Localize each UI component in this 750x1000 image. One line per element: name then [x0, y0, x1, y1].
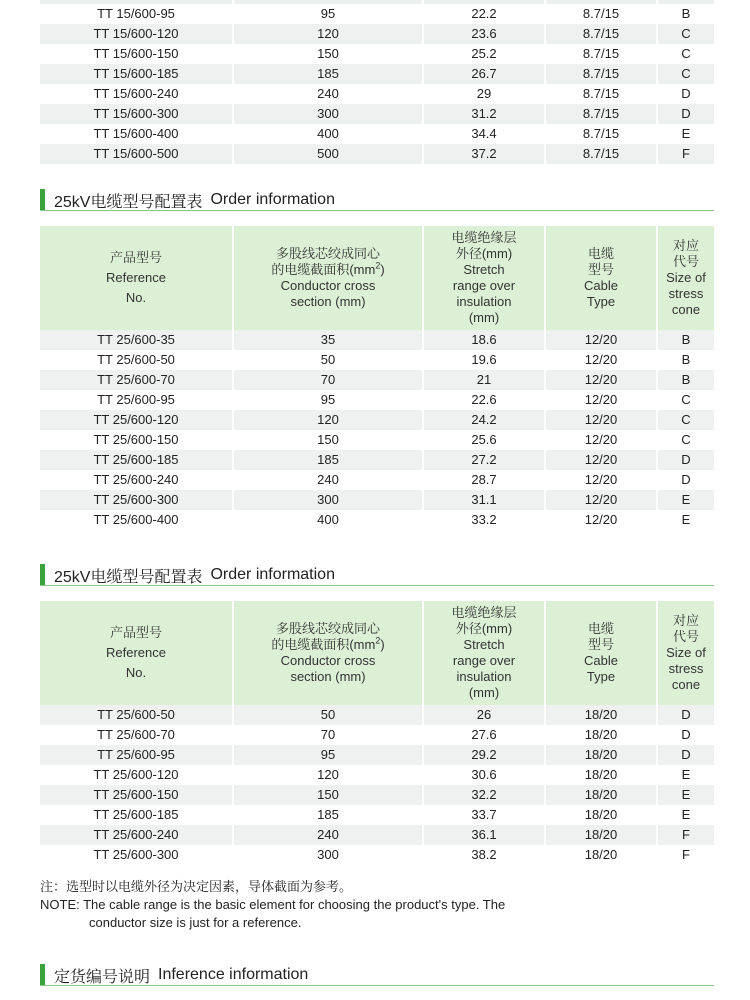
- cell-reference: TT 25/600-35: [40, 330, 234, 350]
- note-en-line1: NOTE: The cable range is the basic element for choosing the product's type. The: [40, 897, 506, 912]
- cell-section: 150: [234, 430, 424, 450]
- header-row: [40, 226, 714, 330]
- cell-stress-cone: E: [658, 124, 714, 144]
- header-conductor-section: [234, 226, 424, 330]
- cell-insulation: 34.4: [424, 124, 546, 144]
- cell-stress-cone: F: [658, 144, 714, 164]
- cell-cable-type: 18/20: [546, 785, 658, 805]
- header-line: 外径(mm): [455, 246, 513, 261]
- header-line: Stretch: [463, 637, 505, 652]
- cell-stress-cone: B: [658, 350, 714, 370]
- header-insulation-range: [424, 601, 546, 705]
- header-line: Reference: [106, 645, 166, 660]
- cell-stress-cone: C: [658, 44, 714, 64]
- cell-insulation: 18.6: [424, 330, 546, 350]
- cell-insulation: 23.6: [424, 24, 546, 44]
- cell-stress-cone: E: [658, 805, 714, 825]
- cell-section: 150: [234, 44, 424, 64]
- section-title-en: Order information: [210, 566, 335, 583]
- cell-section: 300: [234, 490, 424, 510]
- header-line: section (mm): [290, 669, 366, 684]
- header-line: No.: [125, 665, 147, 680]
- cell-cable-type: 18/20: [546, 745, 658, 765]
- cell-section: 95: [234, 390, 424, 410]
- cell-cable-type: 12/20: [546, 430, 658, 450]
- section-divider: [40, 585, 714, 586]
- table-row: [40, 510, 714, 530]
- table-row: [40, 144, 714, 164]
- cell-reference: TT 25/600-300: [40, 490, 234, 510]
- cell-reference: TT 15/600-95: [40, 4, 234, 24]
- table-row: [40, 490, 714, 510]
- cell-insulation: 32.2: [424, 785, 546, 805]
- header-cable-type: [546, 601, 658, 705]
- cell-cable-type: 8.7/15: [546, 4, 658, 24]
- table-row: [40, 24, 714, 44]
- cell-insulation: 22.6: [424, 390, 546, 410]
- table-row: [40, 124, 714, 144]
- superscript: 2: [375, 260, 381, 271]
- cell-reference: TT 25/600-50: [40, 705, 234, 725]
- section-divider: [40, 985, 714, 986]
- cell-reference: TT 15/600-500: [40, 144, 234, 164]
- header-line: 多股线芯绞成同心: [275, 621, 380, 636]
- cell-section: 150: [234, 785, 424, 805]
- table-15kv-continued: [40, 0, 714, 164]
- table-row: [40, 370, 714, 390]
- cell-section: 300: [234, 104, 424, 124]
- cell-stress-cone: D: [658, 745, 714, 765]
- table-row: [40, 44, 714, 64]
- cell-section: 240: [234, 825, 424, 845]
- cell-cable-type: 18/20: [546, 725, 658, 745]
- cell-stress-cone: D: [658, 84, 714, 104]
- cell-cable-type: 18/20: [546, 705, 658, 725]
- table-row: [40, 64, 714, 84]
- cell-cable-type: 8.7/15: [546, 24, 658, 44]
- cell-reference: TT 25/600-240: [40, 470, 234, 490]
- cell-stress-cone: E: [658, 785, 714, 805]
- table-row: [40, 84, 714, 104]
- section-title-en: Inference information: [158, 966, 309, 983]
- cell-reference: TT 25/600-120: [40, 410, 234, 430]
- header-stress-cone: [658, 226, 714, 330]
- header-line: stress: [668, 286, 704, 301]
- selection-note: [40, 878, 505, 932]
- header-line: insulation: [456, 669, 512, 684]
- table-row: [40, 430, 714, 450]
- header-line: (mm): [468, 685, 500, 700]
- table-row: [40, 745, 714, 765]
- cell-section: 400: [234, 510, 424, 530]
- header-line: No.: [125, 290, 147, 305]
- table-row: [40, 725, 714, 745]
- section-title-cn: 25kV电缆型号配置表: [54, 193, 203, 211]
- cell-reference: TT 25/600-185: [40, 805, 234, 825]
- header-line: stress: [668, 661, 704, 676]
- header-line: 多股线芯绞成同心: [275, 246, 380, 261]
- table-header: [40, 226, 714, 330]
- cell-section: 185: [234, 450, 424, 470]
- header-reference: [40, 226, 234, 330]
- cell-cable-type: 12/20: [546, 330, 658, 350]
- cell-section: 95: [234, 4, 424, 24]
- cell-section: 120: [234, 24, 424, 44]
- header-conductor-section: [234, 601, 424, 705]
- header-text: 的电缆截面积(mm: [271, 262, 376, 277]
- table-row: [40, 390, 714, 410]
- cell-section: 240: [234, 84, 424, 104]
- header-line: Conductor cross: [280, 653, 376, 668]
- header-line: 对应: [672, 238, 699, 253]
- header-text: ): [380, 637, 385, 652]
- header-line: insulation: [456, 294, 512, 309]
- cell-section: 185: [234, 805, 424, 825]
- cell-insulation: 25.6: [424, 430, 546, 450]
- header-text: ): [380, 262, 385, 277]
- cell-stress-cone: C: [658, 24, 714, 44]
- table-row: [40, 350, 714, 370]
- cell-reference: TT 25/600-400: [40, 510, 234, 530]
- cell-stress-cone: D: [658, 725, 714, 745]
- header-line: Cable: [584, 653, 618, 668]
- header-line: [234, 637, 422, 653]
- table-order-info-18-20: [40, 601, 714, 865]
- cell-insulation: 22.2: [424, 4, 546, 24]
- cell-section: 500: [234, 144, 424, 164]
- header-line: 电缆: [587, 246, 614, 261]
- accent-bar: [40, 564, 45, 586]
- header-line: range over: [452, 653, 516, 668]
- cell-section: 400: [234, 124, 424, 144]
- table-row: [40, 705, 714, 725]
- cell-reference: TT 25/600-150: [40, 430, 234, 450]
- header-line: [234, 262, 422, 278]
- cell-stress-cone: E: [658, 510, 714, 530]
- cell-insulation: 30.6: [424, 765, 546, 785]
- cell-cable-type: 8.7/15: [546, 64, 658, 84]
- cell-insulation: 25.2: [424, 44, 546, 64]
- cell-cable-type: 12/20: [546, 390, 658, 410]
- cell-insulation: 38.2: [424, 845, 546, 865]
- cell-reference: TT 25/600-95: [40, 390, 234, 410]
- cell-stress-cone: B: [658, 370, 714, 390]
- cell-insulation: 28.7: [424, 470, 546, 490]
- cell-reference: TT 25/600-300: [40, 845, 234, 865]
- cell-insulation: 26.7: [424, 64, 546, 84]
- cell-reference: TT 15/600-400: [40, 124, 234, 144]
- note-cn: 注：选型时以电缆外径为决定因素，导体截面为参考。: [40, 879, 353, 894]
- cell-insulation: 29.2: [424, 745, 546, 765]
- header-line: cone: [671, 302, 701, 317]
- cell-insulation: 33.7: [424, 805, 546, 825]
- header-text: 的电缆截面积(mm: [271, 637, 376, 652]
- cell-reference: TT 15/600-150: [40, 44, 234, 64]
- cell-section: 120: [234, 765, 424, 785]
- cell-section: 70: [234, 725, 424, 745]
- cell-stress-cone: C: [658, 430, 714, 450]
- accent-bar: [40, 964, 45, 986]
- section-title-inference-info: [40, 964, 308, 986]
- cell-section: 185: [234, 64, 424, 84]
- header-line: 产品型号: [109, 250, 162, 265]
- cell-cable-type: 12/20: [546, 450, 658, 470]
- cell-reference: TT 25/600-185: [40, 450, 234, 470]
- table-row: [40, 4, 714, 24]
- cell-cable-type: 12/20: [546, 470, 658, 490]
- table-order-info-12-20: [40, 226, 714, 530]
- header-line: Stretch: [463, 262, 505, 277]
- cell-cable-type: 18/20: [546, 845, 658, 865]
- table-row: [40, 330, 714, 350]
- cell-stress-cone: D: [658, 104, 714, 124]
- header-line: 产品型号: [109, 625, 162, 640]
- header-line: cone: [671, 677, 701, 692]
- header-line: section (mm): [290, 294, 366, 309]
- cell-stress-cone: C: [658, 410, 714, 430]
- cell-stress-cone: D: [658, 705, 714, 725]
- section-title-order-info-12-20: [40, 189, 335, 211]
- cell-section: 50: [234, 350, 424, 370]
- table-header: [40, 601, 714, 705]
- cell-cable-type: 8.7/15: [546, 84, 658, 104]
- cell-reference: TT 25/600-70: [40, 725, 234, 745]
- section-title-en: Order information: [210, 191, 335, 208]
- table-row: [40, 845, 714, 865]
- cell-stress-cone: C: [658, 390, 714, 410]
- cell-section: 70: [234, 370, 424, 390]
- table-row: [40, 805, 714, 825]
- header-reference: [40, 601, 234, 705]
- header-line: 电缆绝缘层: [451, 230, 517, 245]
- table-row: [40, 825, 714, 845]
- cell-section: 50: [234, 705, 424, 725]
- header-line: Size of: [666, 270, 706, 285]
- header-line: 型号: [587, 637, 614, 652]
- cell-insulation: 31.1: [424, 490, 546, 510]
- cell-reference: TT 25/600-150: [40, 785, 234, 805]
- cell-cable-type: 12/20: [546, 410, 658, 430]
- cell-section: 300: [234, 845, 424, 865]
- header-stress-cone: [658, 601, 714, 705]
- cell-section: 95: [234, 745, 424, 765]
- cell-insulation: 19.6: [424, 350, 546, 370]
- header-line: 外径(mm): [455, 621, 513, 636]
- cell-cable-type: 12/20: [546, 350, 658, 370]
- header-line: 对应: [672, 613, 699, 628]
- note-en-line2: conductor size is just for a reference.: [89, 915, 302, 930]
- table-row: [40, 785, 714, 805]
- cell-insulation: 27.6: [424, 725, 546, 745]
- cell-insulation: 27.2: [424, 450, 546, 470]
- cell-insulation: 33.2: [424, 510, 546, 530]
- cell-insulation: 21: [424, 370, 546, 390]
- cell-cable-type: 18/20: [546, 805, 658, 825]
- header-row: [40, 601, 714, 705]
- cell-cable-type: 8.7/15: [546, 104, 658, 124]
- cell-reference: TT 15/600-120: [40, 24, 234, 44]
- cell-stress-cone: D: [658, 450, 714, 470]
- section-title-cn: 25kV电缆型号配置表: [54, 568, 203, 586]
- header-line: (mm): [468, 310, 500, 325]
- cell-cable-type: 8.7/15: [546, 144, 658, 164]
- table-row: [40, 410, 714, 430]
- cell-reference: TT 25/600-120: [40, 765, 234, 785]
- header-line: Cable: [584, 278, 618, 293]
- cell-reference: TT 15/600-240: [40, 84, 234, 104]
- header-line: range over: [452, 278, 516, 293]
- cell-stress-cone: B: [658, 4, 714, 24]
- header-line: Type: [586, 294, 616, 309]
- cell-section: 240: [234, 470, 424, 490]
- cell-stress-cone: B: [658, 330, 714, 350]
- header-line: Conductor cross: [280, 278, 376, 293]
- header-line: Type: [586, 669, 616, 684]
- header-line: 电缆: [587, 621, 614, 636]
- cell-reference: TT 25/600-240: [40, 825, 234, 845]
- accent-bar: [40, 189, 45, 211]
- table-row: [40, 450, 714, 470]
- section-title-order-info-18-20: [40, 564, 335, 586]
- header-line: 电缆绝缘层: [451, 605, 517, 620]
- cell-stress-cone: F: [658, 845, 714, 865]
- cell-insulation: 26: [424, 705, 546, 725]
- cell-stress-cone: F: [658, 825, 714, 845]
- header-insulation-range: [424, 226, 546, 330]
- superscript: 2: [375, 635, 381, 646]
- header-line: Reference: [106, 270, 166, 285]
- cell-insulation: 31.2: [424, 104, 546, 124]
- cell-stress-cone: E: [658, 490, 714, 510]
- cell-cable-type: 8.7/15: [546, 124, 658, 144]
- cell-reference: TT 25/600-70: [40, 370, 234, 390]
- header-line: 代号: [672, 254, 699, 269]
- cell-reference: TT 25/600-50: [40, 350, 234, 370]
- cell-section: 120: [234, 410, 424, 430]
- cell-stress-cone: E: [658, 765, 714, 785]
- header-line: 代号: [672, 629, 699, 644]
- cell-cable-type: 12/20: [546, 490, 658, 510]
- cell-cable-type: 12/20: [546, 370, 658, 390]
- cell-cable-type: 18/20: [546, 765, 658, 785]
- section-divider: [40, 210, 714, 211]
- cell-reference: TT 15/600-185: [40, 64, 234, 84]
- table-row: [40, 765, 714, 785]
- header-line: 型号: [587, 262, 614, 277]
- cell-cable-type: 8.7/15: [546, 44, 658, 64]
- section-title-cn: 定货编号说明: [54, 968, 151, 986]
- cell-cable-type: 18/20: [546, 825, 658, 845]
- header-cable-type: [546, 226, 658, 330]
- table-row: [40, 104, 714, 124]
- cell-reference: TT 25/600-95: [40, 745, 234, 765]
- cell-stress-cone: C: [658, 64, 714, 84]
- cell-insulation: 29: [424, 84, 546, 104]
- cell-section: 35: [234, 330, 424, 350]
- cell-cable-type: 12/20: [546, 510, 658, 530]
- cell-reference: TT 15/600-300: [40, 104, 234, 124]
- table-row: [40, 470, 714, 490]
- header-line: Size of: [666, 645, 706, 660]
- cell-insulation: 24.2: [424, 410, 546, 430]
- cell-insulation: 37.2: [424, 144, 546, 164]
- cell-stress-cone: D: [658, 470, 714, 490]
- cell-insulation: 36.1: [424, 825, 546, 845]
